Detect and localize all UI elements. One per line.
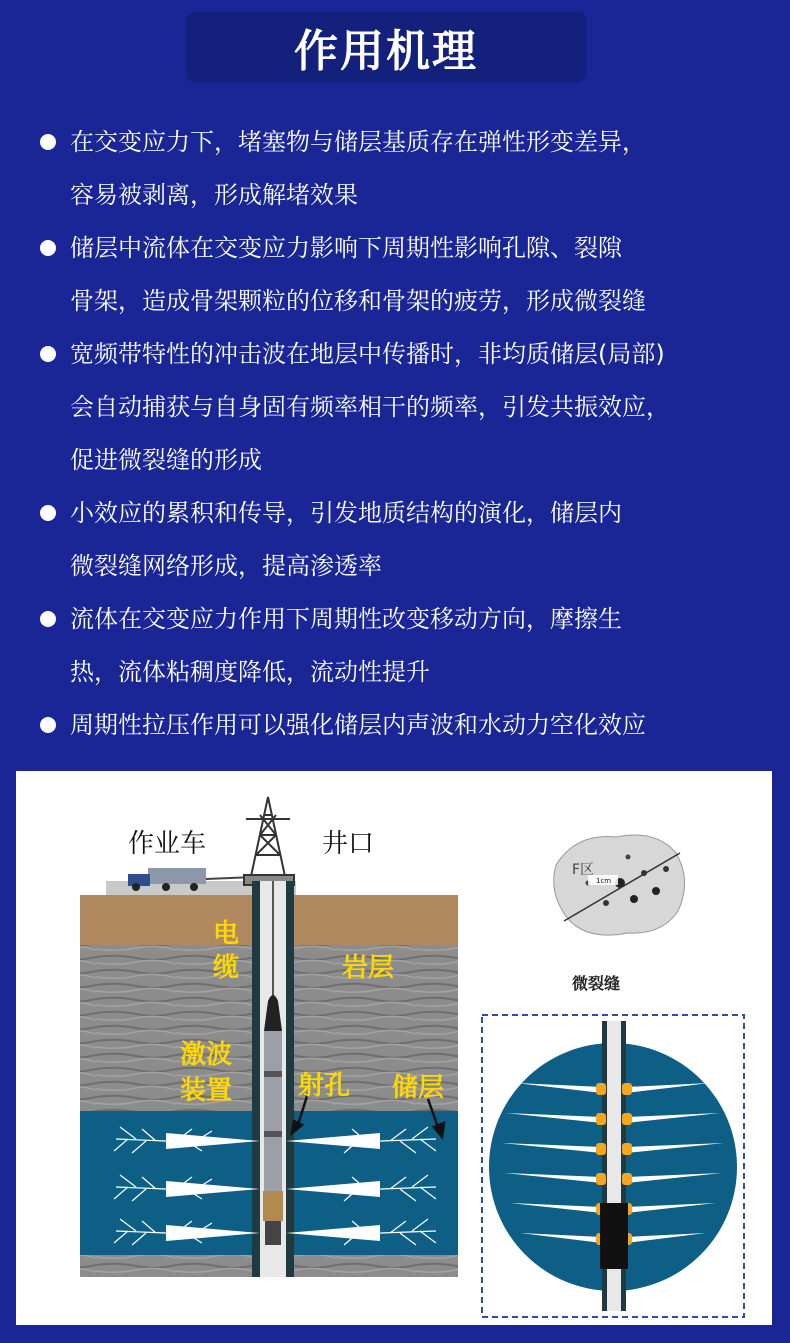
- reservoir-label: 储层: [392, 1073, 445, 1103]
- bullet-item: [40, 487, 780, 593]
- bullet-line: 在交变应力下，堵塞物与储层基质存在弹性形变差异，: [70, 128, 646, 156]
- scale-bar-label: 1cm: [596, 877, 612, 885]
- mechanism-diagram: [16, 771, 772, 1325]
- bullet-line: 周期性拉压作用可以强化储层内声波和水动力空化效应: [70, 711, 646, 739]
- bullet-line: 储层中流体在交变应力影响下周期性影响孔隙、裂隙: [70, 234, 622, 262]
- bullet-line: 小效应的累积和传导，引发地质结构的演化，储层内: [70, 499, 622, 527]
- bullet-line: 微裂缝网络形成，提高渗透率: [70, 552, 382, 580]
- sample-zone-label: F区: [572, 862, 595, 878]
- bullet-dot-icon: [40, 240, 56, 256]
- bullet-item: [40, 222, 780, 328]
- bullet-dot-icon: [40, 611, 56, 627]
- bullet-line: 会自动捕获与自身固有频率相干的频率，引发共振效应，: [70, 393, 670, 421]
- wellhead-label: 井口: [322, 829, 375, 859]
- bullet-line: 促进微裂缝的形成: [70, 446, 262, 474]
- mechanism-list: [40, 116, 780, 752]
- microcrack-caption: 微裂缝: [572, 974, 621, 993]
- cable-label: 电缆: [212, 919, 239, 983]
- bullet-line: 容易被剥离，形成解堵效果: [70, 181, 358, 209]
- bullet-dot-icon: [40, 505, 56, 521]
- title-banner: [186, 12, 586, 82]
- bullet-line: 流体在交变应力作用下周期性改变移动方向，摩擦生: [70, 605, 622, 633]
- perforation-label: 射孔: [298, 1071, 351, 1101]
- microcrack-sample-image: [554, 835, 685, 935]
- wellhead-derrick-icon: [244, 797, 294, 885]
- rock-layer-label: 岩层: [342, 953, 395, 983]
- bullet-line: 骨架，造成骨架颗粒的位移和骨架的疲劳，形成微裂缝: [70, 287, 646, 315]
- bullet-line: 热，流体粘稠度降低，流动性提升: [70, 658, 430, 686]
- shock-device-label: 激波装置: [180, 1040, 233, 1106]
- bullet-dot-icon: [40, 717, 56, 733]
- work-truck-label: 作业车: [128, 829, 207, 859]
- bullet-item: [40, 593, 780, 699]
- bullet-item: [40, 116, 780, 222]
- bullet-item: [40, 699, 780, 752]
- bullet-dot-icon: [40, 346, 56, 362]
- shock-device-tool: [263, 995, 283, 1245]
- page-title: 作用机理: [294, 26, 478, 77]
- inset-tool: [600, 1203, 628, 1269]
- bullet-dot-icon: [40, 134, 56, 150]
- bullet-line: 宽频带特性的冲击波在地层中传播时，非均质储层(局部): [70, 340, 665, 368]
- bullet-item: [40, 328, 780, 487]
